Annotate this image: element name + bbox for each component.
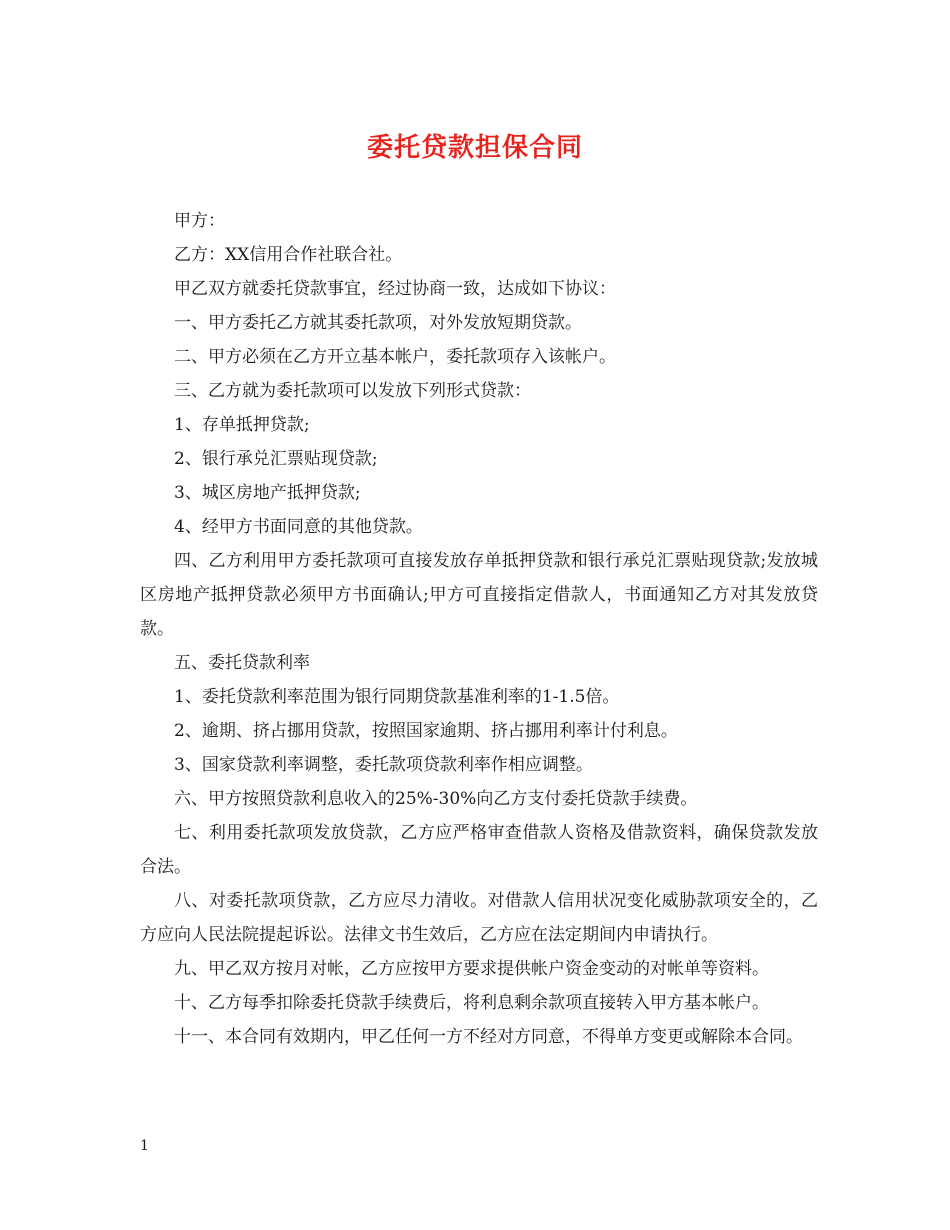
document-title: 委托贷款担保合同 (366, 133, 583, 163)
clause-7: 七、利用委托款项发放贷款，乙方应严格审查借款人资格及借款资料，确保贷款发放合法。 (140, 823, 818, 877)
contract-body (140, 204, 818, 1054)
party-b-line: 乙方：XX信用合作社联合社。 (174, 245, 403, 265)
clause-3-item-4: 4、经甲方书面同意的其他贷款。 (174, 517, 423, 537)
clause-8: 八、对委托款项贷款，乙方应尽力清收。对借款人信用状况变化威胁款项安全的，乙方应向人民法院提起诉讼。法律文书生效后，乙方应在法定期间内申请执行。 (140, 891, 818, 945)
agreement-intro: 甲乙双方就委托贷款事宜，经过协商一致，达成如下协议： (174, 279, 616, 299)
clause-3-item-3: 3、城区房地产抵押贷款; (174, 483, 361, 503)
clause-5: 五、委托贷款利率 (174, 653, 310, 673)
page-number: 1 (140, 1138, 149, 1154)
clause-3: 三、乙方就为委托款项可以发放下列形式贷款： (174, 381, 531, 401)
clause-11: 十一、本合同有效期内，甲乙任何一方不经对方同意，不得单方变更或解除本合同。 (174, 1027, 803, 1047)
clause-2: 二、甲方必须在乙方开立基本帐户，委托款项存入该帐户。 (174, 347, 616, 367)
clause-9: 九、甲乙双方按月对帐，乙方应按甲方要求提供帐户资金变动的对帐单等资料。 (174, 959, 769, 979)
clause-5-item-3: 3、国家贷款利率调整，委托款项贷款利率作相应调整。 (174, 755, 593, 775)
clause-3-item-2: 2、银行承兑汇票贴现贷款; (174, 449, 378, 469)
clause-6: 六、甲方按照贷款利息收入的25%-30%向乙方支付委托贷款手续费。 (174, 789, 698, 809)
clause-3-item-1: 1、存单抵押贷款; (174, 415, 310, 435)
clause-4: 四、乙方利用甲方委托款项可直接发放存单抵押贷款和银行承兑汇票贴现贷款;发放城区房地产抵押贷款必须甲方书面确认;甲方可直接指定借款人，书面通知乙方对其发放贷款。 (140, 551, 818, 639)
clause-5-item-1: 1、委托贷款利率范围为银行同期贷款基准利率的1-1.5倍。 (174, 687, 620, 707)
clause-10: 十、乙方每季扣除委托贷款手续费后，将利息剩余款项直接转入甲方基本帐户。 (174, 993, 769, 1013)
party-a-line: 甲方： (174, 211, 225, 231)
clause-5-item-2: 2、逾期、挤占挪用贷款，按照国家逾期、挤占挪用利率计付利息。 (174, 721, 678, 741)
clause-1: 一、甲方委托乙方就其委托款项，对外发放短期贷款。 (174, 313, 582, 333)
